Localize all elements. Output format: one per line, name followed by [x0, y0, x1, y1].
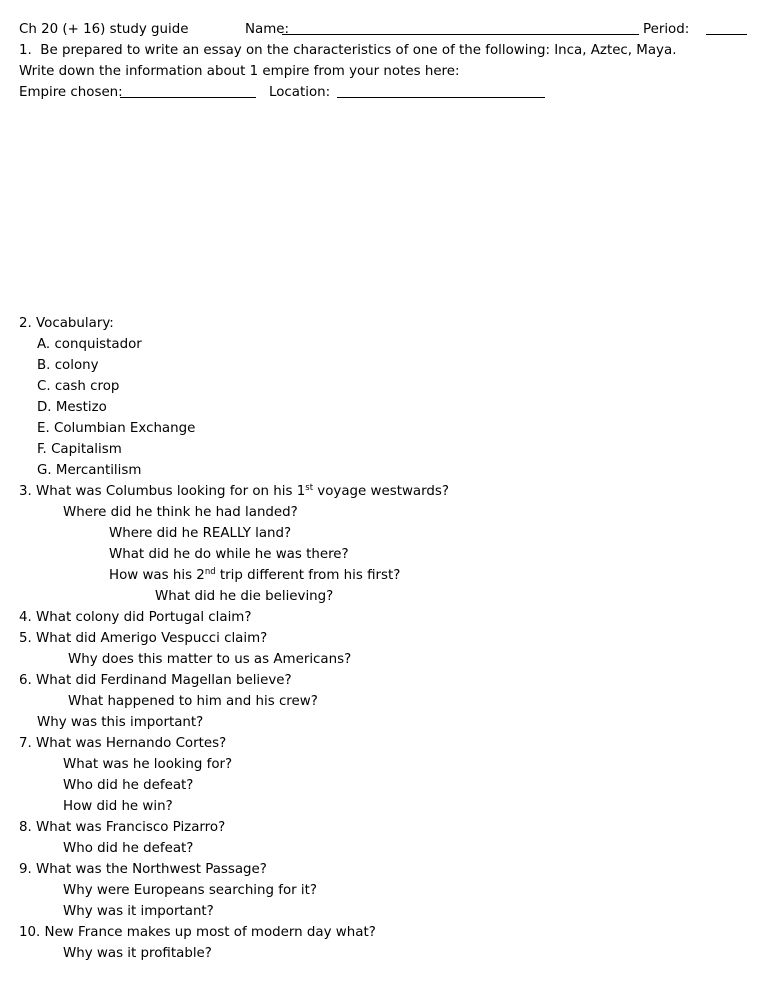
q6-subquestion: What happened to him and his crew? — [68, 694, 318, 709]
q8-prompt: 8. What was Francisco Pizarro? — [19, 820, 226, 835]
location-label: Location: — [269, 85, 331, 100]
vocab-item: G. Mercantilism — [37, 463, 142, 478]
name-label: Name: — [245, 22, 290, 37]
q9-subquestion: Why was it important? — [63, 904, 214, 919]
q3-prompt: 3. What was Columbus looking for on his 1st voyage westwards? — [19, 483, 449, 499]
vocab-item: A. conquistador — [37, 337, 142, 352]
location-blank[interactable] — [337, 83, 545, 98]
q3-subquestion: Where did he think he had landed? — [63, 505, 298, 520]
empire-blank[interactable] — [120, 83, 256, 98]
vocab-heading: 2. Vocabulary: — [19, 316, 114, 331]
q10-prompt: 10. New France makes up most of modern day what? — [19, 925, 376, 940]
vocab-item: E. Columbian Exchange — [37, 421, 196, 436]
q9-subquestion: Why were Europeans searching for it? — [63, 883, 318, 898]
period-blank[interactable] — [706, 20, 747, 35]
period-label: Period: — [643, 22, 690, 37]
q6-prompt: 6. What did Ferdinand Magellan believe? — [19, 673, 292, 688]
q6-subquestion: Why was this important? — [37, 715, 204, 730]
name-blank[interactable] — [282, 20, 639, 35]
q7-subquestion: How did he win? — [63, 799, 173, 814]
vocab-item: B. colony — [37, 358, 99, 373]
q3-subquestion: How was his 2nd trip different from his first? — [109, 567, 401, 583]
q10-subquestion: Why was it profitable? — [63, 946, 212, 961]
q9-prompt: 9. What was the Northwest Passage? — [19, 862, 267, 877]
q7-prompt: 7. What was Hernando Cortes? — [19, 736, 227, 751]
vocab-item: F. Capitalism — [37, 442, 122, 457]
vocab-item: C. cash crop — [37, 379, 120, 394]
q3-subquestion: What did he die believing? — [155, 589, 334, 604]
q5-subquestion: Why does this matter to us as Americans? — [68, 652, 352, 667]
q5-prompt: 5. What did Amerigo Vespucci claim? — [19, 631, 268, 646]
q7-subquestion: Who did he defeat? — [63, 778, 194, 793]
document-title: Ch 20 (+ 16) study guide — [19, 22, 189, 37]
q8-subquestion: Who did he defeat? — [63, 841, 194, 856]
vocab-item: D. Mestizo — [37, 400, 107, 415]
q1-instruction: Write down the information about 1 empire from your notes here: — [19, 64, 460, 79]
empire-label: Empire chosen: — [19, 85, 123, 100]
q4-prompt: 4. What colony did Portugal claim? — [19, 610, 252, 625]
q1-prompt: 1. Be prepared to write an essay on the characteristics of one of the following: Inca, Aztec, Maya. — [19, 43, 677, 58]
q3-subquestion: What did he do while he was there? — [109, 547, 349, 562]
q3-subquestion: Where did he REALLY land? — [109, 526, 292, 541]
q7-subquestion: What was he looking for? — [63, 757, 233, 772]
